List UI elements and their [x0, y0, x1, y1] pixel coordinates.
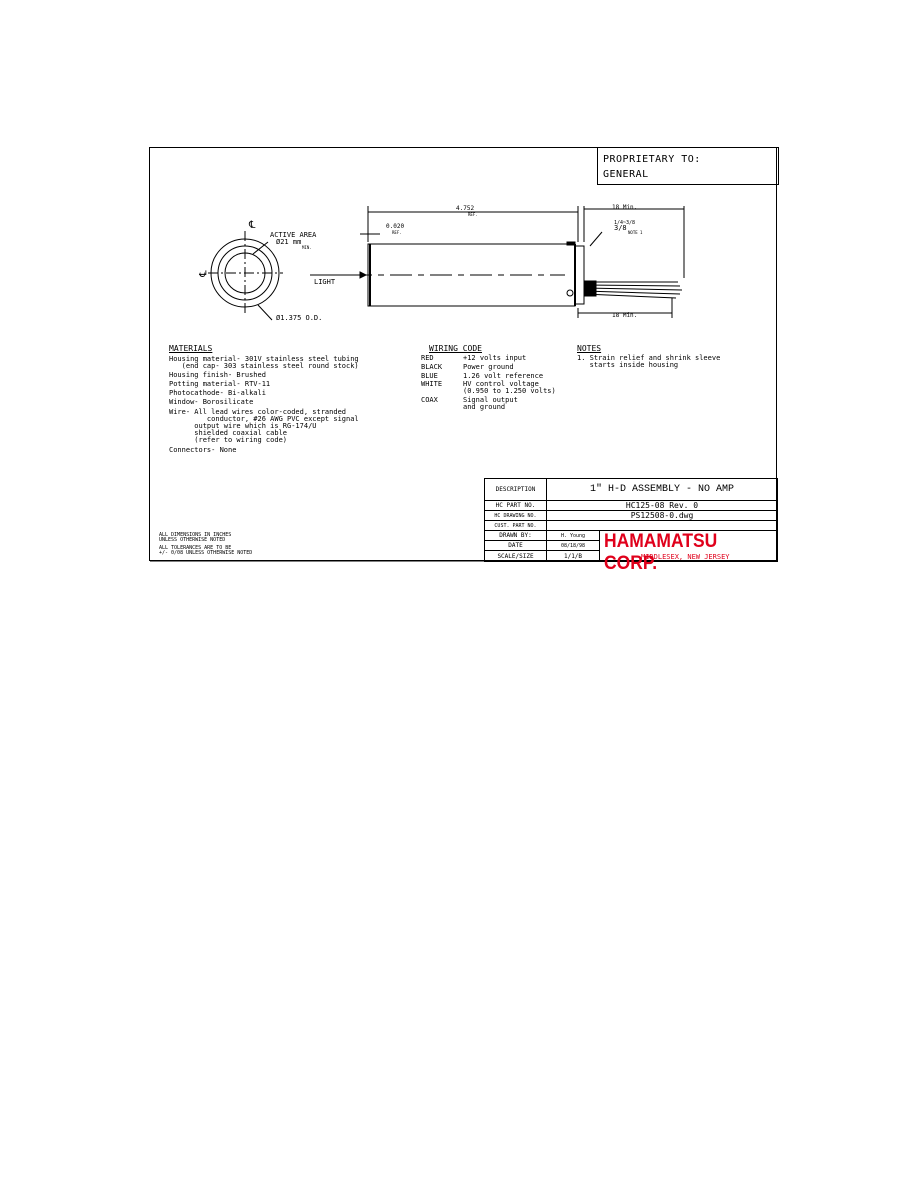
lead-wire-2 [584, 285, 680, 286]
window-offset-sub: REF. [392, 230, 402, 235]
cust-label: CUST. PART NO. [484, 520, 547, 531]
lead-wire-4 [584, 291, 680, 294]
proprietary-label: PROPRIETARY TO: [603, 154, 701, 165]
lead-wire-3 [584, 288, 682, 290]
wiring-color: COAX [421, 396, 438, 404]
end-view [208, 231, 283, 320]
materials-line: Window- Borosilicate [169, 398, 254, 406]
materials-line: shielded coaxial cable [169, 429, 288, 437]
materials-line: conductor, #26 AWG PVC except signal [169, 415, 359, 423]
window-offset-value: 0.020 [386, 223, 405, 230]
potting-mark [567, 242, 575, 245]
centerline-symbol-top: ℄ [249, 220, 256, 231]
wiring-desc: (0.950 to 1.250 volts) [463, 387, 556, 395]
wiring-color: WHITE [421, 380, 443, 388]
shrink-sleeve [584, 281, 596, 296]
lead-wire-5 [584, 294, 676, 298]
od-leader [258, 305, 272, 320]
general-note: UNLESS OTHERWISE NOTED [159, 537, 226, 543]
wiring-desc: +12 volts input [463, 354, 527, 362]
wiring-desc: Signal output [463, 396, 518, 404]
lead-length-bottom: 18 Min. [612, 312, 638, 319]
end-cap [575, 246, 584, 304]
notes-heading: NOTES [577, 344, 602, 353]
active-area-label: ACTIVE AREA [270, 231, 317, 239]
wiring-desc: Power ground [463, 363, 514, 371]
light-label: LIGHT [314, 278, 336, 286]
light-arrow-head [360, 272, 366, 278]
drawing-value: PS12508-0.dwg [546, 510, 778, 521]
strip-length: 1/4~3/8 [614, 220, 636, 226]
lead-length-top: 18 Min. [612, 204, 638, 211]
wiring-desc: 1.26 volt reference [463, 372, 544, 380]
company-logo: HAMAMATSU CORP. [604, 531, 718, 574]
centerline-symbol-left: ℄ [198, 270, 210, 277]
materials-line: Photocathode- Bi-alkali [169, 389, 266, 397]
part-value: HC125-08 Rev. 0 [546, 500, 778, 511]
scale-value: 1/1/B [546, 550, 600, 562]
overall-length-value: 4.752 [456, 205, 475, 212]
materials-line: Housing finish- Brushed [169, 371, 266, 379]
materials-line: (refer to wiring code) [169, 436, 288, 444]
drawn-value: H. Young [546, 530, 600, 541]
wiring-color: BLUE [421, 372, 438, 380]
general-note: ALL DIMENSIONS IN INCHES [159, 532, 232, 538]
active-area-value: Ø21 mm [276, 238, 302, 246]
date-label: DATE [484, 540, 547, 551]
materials-line: output wire which is RG-174/U [169, 422, 317, 430]
overall-length-sub: REF. [468, 212, 478, 217]
notes-line: starts inside housing [577, 361, 679, 369]
drawn-label: DRAWN BY: [484, 530, 547, 541]
description-label: DESCRIPTION [484, 478, 547, 501]
wiring-heading: WIRING CODE [429, 344, 482, 353]
date-value: 08/18/98 [546, 540, 600, 551]
materials-line: (end cap- 303 stainless steel round stock) [169, 362, 359, 370]
wiring-desc: HV control voltage [463, 380, 539, 388]
part-label: HC PART NO. [484, 500, 547, 511]
notes-line: 1. Strain relief and shrink sleeve [577, 354, 721, 362]
strip-leader [590, 232, 602, 246]
wiring-desc: and ground [463, 403, 506, 411]
materials-line: Connectors- None [169, 446, 237, 454]
proprietary-owner: GENERAL [603, 169, 649, 180]
wiring-color: BLACK [421, 363, 443, 371]
active-area-sub: MIN. [302, 245, 312, 250]
materials-heading: MATERIALS [169, 344, 213, 353]
company-location: MIDDLESEX, NEW JERSEY [641, 553, 730, 561]
scale-label: SCALE/SIZE [484, 550, 547, 562]
drawing-sheet [149, 147, 777, 574]
strip-length-alt: 3/8 [614, 224, 627, 232]
general-note: +/- 0/08 UNLESS OTHERWISE NOTED [159, 550, 253, 556]
wiring-color: RED [421, 354, 434, 362]
od-label: Ø1.375 O.D. [276, 314, 323, 322]
cap-screw [567, 290, 573, 296]
materials-line: Housing material- 301V stainless steel tubing [169, 355, 359, 363]
description-value: 1" H-D ASSEMBLY - NO AMP [546, 478, 778, 501]
title-block [484, 478, 778, 574]
drawing-label: HC DRAWING NO. [484, 510, 547, 521]
general-note: ALL TOLERANCES ARE TO BE [159, 545, 232, 551]
strip-note: NOTE 1 [628, 230, 643, 235]
materials-line: Potting material- RTV-11 [169, 380, 271, 388]
materials-line: Wire- All lead wires color-coded, stranded [169, 408, 347, 416]
